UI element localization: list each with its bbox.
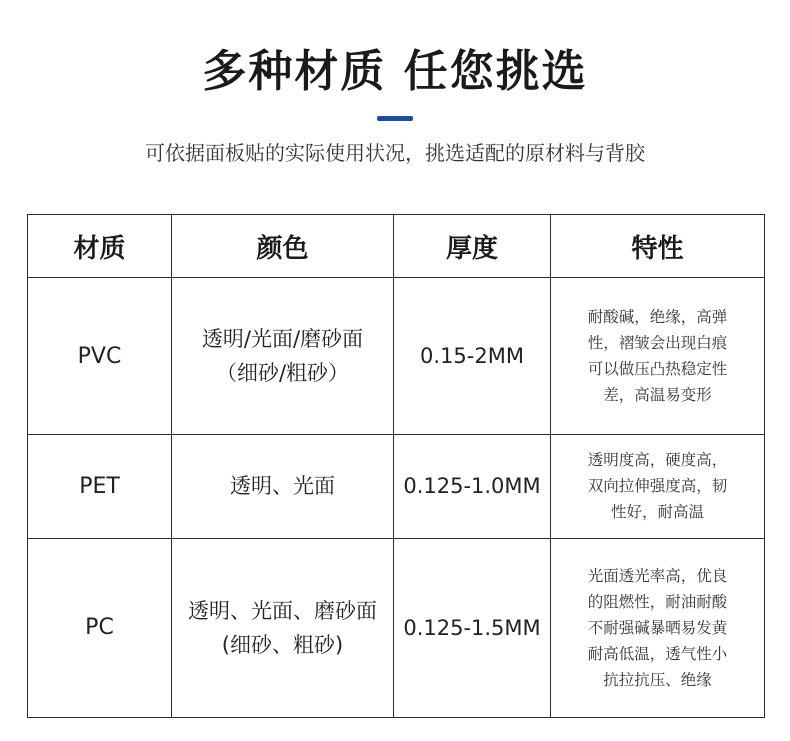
- feature-line: 性，褶皱会出现白痕: [587, 334, 728, 353]
- column-header-color: 颜色: [172, 215, 394, 278]
- feature-cell: [551, 278, 765, 435]
- thickness-cell: 0.125-1.0MM: [394, 435, 551, 538]
- thickness-cell: 0.125-1.5MM: [394, 538, 551, 717]
- color-line: 透明、光面、磨砂面: [188, 598, 377, 623]
- material-spec-table: [27, 214, 765, 718]
- feature-cell: [551, 538, 765, 717]
- color-cell: [172, 278, 394, 435]
- feature-line: 透明度高，硬度高，: [587, 451, 728, 470]
- table-row: [28, 435, 765, 538]
- color-line: 透明、光面: [230, 474, 335, 499]
- title-accent-bar: [377, 116, 413, 121]
- table-header-row: [28, 215, 765, 278]
- table-row: [28, 538, 765, 717]
- feature-line: 的阻燃性，耐油耐酸: [587, 592, 728, 611]
- column-header-thickness: 厚度: [394, 215, 551, 278]
- feature-line: 性好，耐高温: [610, 503, 704, 522]
- material-cell: PET: [28, 435, 172, 538]
- feature-line: 不耐强碱暴晒易发黄: [587, 618, 728, 637]
- color-cell: [172, 538, 394, 717]
- color-line: （细砂/粗砂）: [215, 361, 350, 386]
- color-cell: [172, 435, 394, 538]
- table-row: [28, 278, 765, 435]
- thickness-cell: 0.15-2MM: [394, 278, 551, 435]
- feature-cell: [551, 435, 765, 538]
- feature-line: 双向拉伸强度高，韧: [587, 477, 728, 496]
- color-line: (细砂、粗砂): [221, 632, 344, 657]
- feature-line: 耐高低温，透气性小: [587, 644, 728, 663]
- feature-line: 可以做压凸热稳定性: [587, 360, 728, 379]
- page-subtitle: 可依据面板贴的实际使用状况，挑选适配的原材料与背胶: [145, 141, 645, 165]
- column-header-material: 材质: [28, 215, 172, 278]
- column-header-feature: 特性: [551, 215, 765, 278]
- feature-line: 耐酸碱，绝缘，高弹: [587, 308, 728, 327]
- material-cell: PVC: [28, 278, 172, 435]
- material-cell: PC: [28, 538, 172, 717]
- feature-line: 抗拉抗压、绝缘: [603, 670, 712, 689]
- feature-line: 光面透光率高，优良: [587, 566, 728, 585]
- feature-line: 差，高温易变形: [603, 386, 712, 405]
- color-line: 透明/光面/磨砂面: [201, 327, 364, 352]
- page-title: 多种材质 任您挑选: [202, 46, 588, 97]
